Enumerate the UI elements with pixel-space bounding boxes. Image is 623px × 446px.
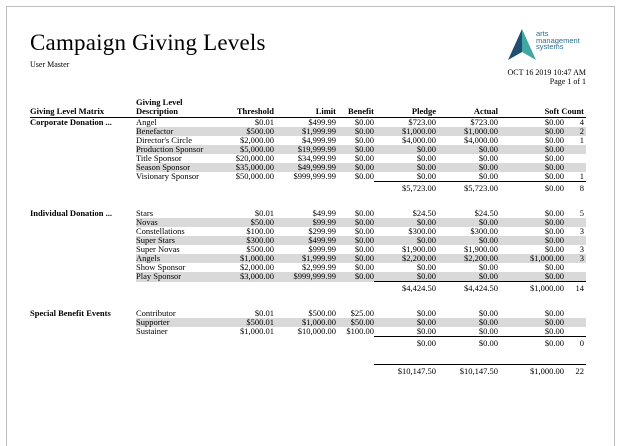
empty-cell (274, 337, 336, 351)
pledge-cell: $0.00 (374, 272, 436, 282)
empty-cell (136, 282, 214, 296)
group-spacer (30, 172, 136, 182)
count-cell (564, 263, 586, 272)
threshold-cell: $1,000.00 (214, 254, 274, 263)
threshold-cell: $0.01 (254, 309, 274, 318)
count-cell (564, 163, 586, 172)
level-description: Super Novas (136, 245, 180, 254)
group-gap (30, 195, 586, 209)
benefit-cell: $25.00 (350, 309, 374, 318)
count-cell (564, 154, 586, 163)
group-spacer (30, 236, 136, 245)
group-spacer (30, 263, 136, 272)
benefit-cell: $0.00 (354, 117, 374, 127)
threshold-cell: $20,000.00 (235, 154, 274, 163)
grand-total-row (30, 364, 586, 378)
pledge-cell: $1,000.00 (374, 127, 436, 136)
total-actual: $0.00 (436, 337, 498, 351)
benefit-cell: $50.00 (336, 318, 374, 327)
empty-cell (30, 282, 136, 296)
soft-cell: $0.00 (498, 127, 564, 136)
soft-cell: $0.00 (544, 309, 564, 318)
actual-cell: $0.00 (436, 236, 498, 245)
level-description: Sustainer (136, 327, 168, 337)
limit-cell: $1,999.99 (274, 127, 336, 136)
actual-cell: $0.00 (478, 154, 498, 163)
total-soft: $0.00 (498, 337, 564, 351)
group-spacer (30, 272, 136, 282)
group-gap (30, 350, 586, 364)
table-row (30, 327, 586, 337)
actual-cell: $0.00 (478, 263, 498, 272)
logo-text: arts management systems (536, 29, 580, 51)
table-row (30, 145, 586, 154)
benefit-cell: $0.00 (336, 163, 374, 172)
group-name: Corporate Donation ... (30, 117, 112, 127)
gap-cell (30, 295, 136, 309)
soft-cell: $0.00 (544, 154, 564, 163)
group-spacer (30, 163, 136, 172)
soft-cell: $0.00 (498, 145, 564, 154)
pledge-cell: $0.00 (416, 327, 436, 336)
level-description: Director's Circle (136, 136, 193, 145)
group-name: Individual Donation ... (30, 209, 112, 218)
level-description: Constellations (136, 227, 185, 236)
table-row (30, 263, 586, 272)
limit-cell: $499.99 (274, 236, 336, 245)
gap-cell (30, 195, 136, 209)
table-row (30, 318, 586, 327)
benefit-cell: $0.00 (354, 245, 374, 254)
threshold-cell: $0.01 (254, 117, 274, 127)
actual-cell: $0.00 (436, 163, 498, 172)
actual-cell: $0.00 (436, 145, 498, 154)
count-cell: 1 (579, 172, 584, 181)
soft-cell: $0.00 (498, 236, 564, 245)
limit-cell: $1,999.99 (274, 254, 336, 263)
threshold-cell: $2,000.00 (240, 136, 274, 145)
pledge-cell: $0.00 (374, 145, 436, 154)
level-description: Visionary Sponsor (136, 172, 200, 182)
count-cell (564, 236, 586, 245)
table-row (30, 172, 586, 182)
group-spacer (30, 145, 136, 154)
giving-levels-table (30, 98, 586, 378)
threshold-cell: $0.01 (254, 209, 274, 218)
actual-cell: $4,000.00 (464, 136, 498, 145)
table-row (30, 127, 586, 136)
table-row (30, 118, 586, 128)
pledge-cell: $0.00 (374, 318, 436, 327)
total-actual: $4,424.50 (436, 282, 498, 296)
soft-cell: $0.00 (544, 327, 564, 336)
pledge-cell: $0.00 (416, 172, 436, 181)
soft-cell: $0.00 (544, 245, 564, 254)
level-description: Show Sponsor (136, 263, 186, 272)
group-spacer (30, 154, 136, 163)
table-row (30, 236, 586, 245)
group-spacer (30, 245, 136, 254)
total-pledge: $0.00 (374, 337, 436, 351)
limit-cell: $999,999.99 (274, 272, 336, 282)
limit-cell: $299.99 (308, 227, 336, 236)
level-description: Novas (136, 218, 214, 227)
pledge-cell: $0.00 (416, 309, 436, 318)
benefit-cell: $0.00 (354, 136, 374, 145)
soft-cell: $1,000.00 (498, 254, 564, 263)
limit-cell: $499.99 (308, 117, 336, 127)
empty-cell (214, 337, 274, 351)
count-cell (564, 145, 586, 154)
count-cell (564, 218, 586, 227)
threshold-cell: $100.00 (246, 227, 274, 236)
actual-cell: $0.00 (436, 272, 498, 282)
empty-cell (136, 337, 214, 351)
col-soft-count: Soft Count (498, 98, 586, 118)
pledge-cell: $0.00 (374, 218, 436, 227)
total-pledge: $4,424.50 (374, 282, 436, 296)
table-row (30, 136, 586, 145)
actual-cell: $1,900.00 (464, 245, 498, 254)
soft-cell: $0.00 (544, 136, 564, 145)
empty-cell (274, 364, 336, 378)
limit-cell: $999.99 (308, 245, 336, 254)
count-cell: 4 (579, 117, 584, 127)
gap-cell (30, 350, 136, 364)
actual-cell: $0.00 (436, 318, 498, 327)
benefit-cell: $0.00 (336, 272, 374, 282)
empty-cell (274, 282, 336, 296)
soft-cell: $0.00 (544, 263, 564, 272)
pledge-cell: $0.00 (374, 163, 436, 172)
pledge-cell: $723.00 (408, 117, 436, 127)
count-cell: 3 (579, 227, 584, 236)
threshold-cell: $2,000.00 (240, 263, 274, 272)
table-row (30, 245, 586, 254)
grand-total-actual: $10,147.50 (436, 364, 498, 378)
group-total-row (30, 337, 586, 351)
limit-cell: $2,999.99 (302, 263, 336, 272)
col-actual: Actual (436, 98, 498, 118)
level-description: Title Sponsor (136, 154, 182, 163)
table-row (30, 272, 586, 282)
empty-cell (274, 182, 336, 196)
actual-cell: $0.00 (478, 172, 498, 181)
actual-cell: $0.00 (478, 309, 498, 318)
table-row (30, 163, 586, 172)
table-row (30, 209, 586, 218)
empty-cell (214, 182, 274, 196)
pledge-cell: $1,900.00 (402, 245, 436, 254)
count-cell (564, 272, 586, 282)
total-actual: $5,723.00 (436, 182, 498, 196)
table-header (30, 98, 586, 118)
pledge-cell: $4,000.00 (402, 136, 436, 145)
pledge-cell: $24.50 (412, 209, 436, 218)
col-matrix: Giving Level Matrix (30, 98, 136, 118)
level-description: Contributor (136, 309, 176, 318)
limit-cell: $99.99 (274, 218, 336, 227)
benefit-cell: $0.00 (336, 145, 374, 154)
benefit-cell: $0.00 (336, 254, 374, 263)
count-cell: 2 (564, 127, 586, 136)
empty-cell (136, 364, 214, 378)
table-row (30, 154, 586, 163)
count-cell: 3 (579, 245, 584, 254)
soft-cell: $0.00 (544, 172, 564, 181)
pledge-cell: $0.00 (416, 154, 436, 163)
level-description: Angel (136, 117, 157, 127)
limit-cell: $1,000.00 (274, 318, 336, 327)
count-cell: 1 (579, 136, 584, 145)
level-description: Production Sponsor (136, 145, 214, 154)
group-spacer (30, 127, 136, 136)
limit-cell: $49.99 (312, 209, 336, 218)
group-name: Special Benefit Events (30, 309, 111, 318)
limit-cell: $19,999.99 (274, 145, 336, 154)
empty-cell (214, 364, 274, 378)
actual-cell: $300.00 (470, 227, 498, 236)
group-spacer (30, 218, 136, 227)
group-gap (30, 295, 586, 309)
total-soft: $1,000.00 (498, 282, 564, 296)
grand-total-pledge: $10,147.50 (374, 364, 436, 378)
group-total-row (30, 282, 586, 296)
empty-cell (336, 364, 374, 378)
pledge-cell: $0.00 (374, 236, 436, 245)
empty-cell (30, 182, 136, 196)
threshold-cell: $5,000.00 (214, 145, 274, 154)
count-cell (564, 318, 586, 327)
total-pledge: $5,723.00 (374, 182, 436, 196)
threshold-cell: $300.00 (214, 236, 274, 245)
col-description: Giving Level Description (136, 98, 214, 118)
report-date: OCT 16 2019 10:47 AM (507, 68, 586, 77)
col-threshold: Threshold (214, 98, 274, 118)
count-cell: 5 (579, 209, 584, 218)
level-description: Play Sponsor (136, 272, 214, 282)
actual-cell: $0.00 (478, 327, 498, 336)
total-soft: $0.00 (498, 182, 564, 196)
group-spacer (30, 136, 136, 145)
soft-cell: $0.00 (498, 163, 564, 172)
col-pledge: Pledge (374, 98, 436, 118)
level-description: Season Sponsor (136, 163, 214, 172)
table-row (30, 218, 586, 227)
group-spacer (30, 318, 136, 327)
threshold-cell: $35,000.00 (214, 163, 274, 172)
benefit-cell: $100.00 (346, 327, 374, 337)
grand-total-soft: $1,000.00 (498, 364, 564, 378)
level-description: Stars (136, 209, 153, 218)
soft-cell: $0.00 (498, 318, 564, 327)
level-description: Super Stars (136, 236, 214, 245)
table-row (30, 254, 586, 263)
limit-cell: $4,999.99 (302, 136, 336, 145)
threshold-cell: $3,000.00 (214, 272, 274, 282)
benefit-cell: $0.00 (354, 209, 374, 218)
benefit-cell: $0.00 (354, 263, 374, 272)
col-limit: Limit (274, 98, 336, 118)
empty-cell (336, 282, 374, 296)
benefit-cell: $0.00 (354, 227, 374, 236)
soft-cell: $0.00 (498, 272, 564, 282)
benefit-cell: $0.00 (336, 127, 374, 136)
group-spacer (30, 327, 136, 337)
count-cell (564, 327, 586, 337)
actual-cell: $1,000.00 (436, 127, 498, 136)
user-name: User Master (30, 60, 70, 69)
empty-cell (336, 337, 374, 351)
benefit-cell: $0.00 (354, 154, 374, 163)
soft-cell: $0.00 (544, 227, 564, 236)
count-cell: 3 (564, 254, 586, 263)
table-row (30, 227, 586, 236)
table-body (30, 118, 586, 378)
total-count: 0 (564, 337, 586, 351)
limit-cell: $500.00 (308, 309, 336, 318)
threshold-cell: $50,000.00 (235, 172, 274, 182)
page-title: Campaign Giving Levels (30, 30, 266, 55)
empty-cell (214, 282, 274, 296)
threshold-cell: $500.00 (246, 245, 274, 254)
soft-cell: $0.00 (544, 209, 564, 218)
pledge-cell: $2,200.00 (374, 254, 436, 263)
threshold-cell: $50.00 (214, 218, 274, 227)
soft-cell: $0.00 (498, 218, 564, 227)
threshold-cell: $500.00 (214, 127, 274, 136)
threshold-cell: $1,000.01 (240, 327, 274, 337)
limit-cell: $10,000.00 (297, 327, 336, 337)
page-number: Page 1 of 1 (549, 77, 586, 86)
level-description: Angels (136, 254, 214, 263)
actual-cell: $2,200.00 (436, 254, 498, 263)
limit-cell: $49,999.99 (274, 163, 336, 172)
actual-cell: $723.00 (470, 117, 498, 127)
group-spacer (30, 227, 136, 236)
empty-cell (136, 182, 214, 196)
threshold-cell: $500.01 (214, 318, 274, 327)
grand-total-count: 22 (564, 364, 586, 378)
table-row (30, 309, 586, 318)
total-count: 8 (564, 182, 586, 196)
pledge-cell: $0.00 (416, 263, 436, 272)
benefit-cell: $0.00 (354, 172, 374, 182)
actual-cell: $0.00 (436, 218, 498, 227)
limit-cell: $34,999.99 (297, 154, 336, 163)
soft-cell: $0.00 (544, 117, 564, 127)
level-description: Benefactor (136, 127, 214, 136)
limit-cell: $999,999.99 (293, 172, 336, 182)
group-spacer (30, 254, 136, 263)
benefit-cell: $0.00 (336, 218, 374, 227)
actual-cell: $24.50 (474, 209, 498, 218)
benefit-cell: $0.00 (336, 236, 374, 245)
empty-cell (30, 337, 136, 351)
total-count: 14 (564, 282, 586, 296)
empty-cell (336, 182, 374, 196)
level-description: Supporter (136, 318, 214, 327)
col-benefit: Benefit (336, 98, 374, 118)
group-total-row (30, 182, 586, 196)
empty-cell (30, 364, 136, 378)
pledge-cell: $300.00 (408, 227, 436, 236)
count-cell (564, 309, 586, 318)
